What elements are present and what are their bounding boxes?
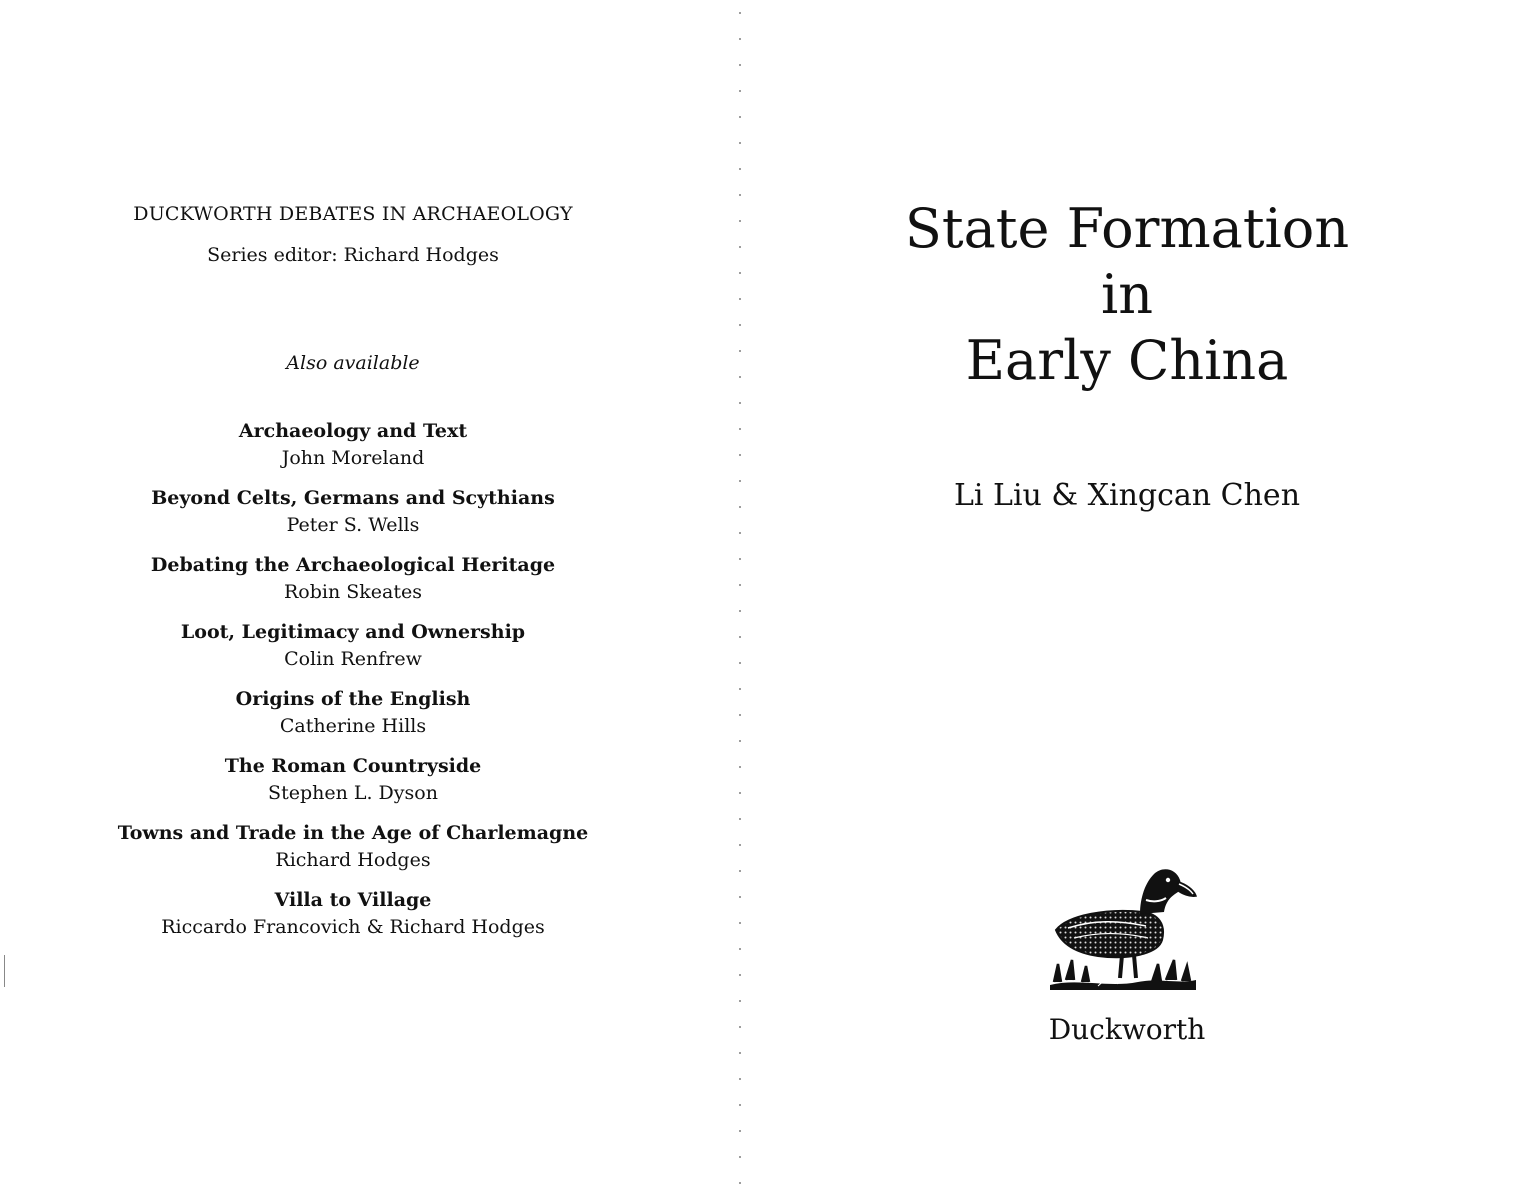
book-list — [0, 418, 706, 954]
left-page — [0, 0, 740, 1192]
book-entry — [0, 552, 706, 606]
book-entry — [0, 887, 706, 941]
also-available-heading: Also available — [286, 352, 420, 374]
duck-logo-icon — [1048, 860, 1198, 995]
book-authors: Li Liu & Xingcan Chen — [953, 478, 1301, 513]
title-line: State Formation — [904, 197, 1350, 260]
series-editor: Series editor: Richard Hodges — [207, 244, 499, 266]
book-author: Peter S. Wells — [286, 514, 420, 536]
book-title: Archaeology and Text — [238, 420, 468, 442]
publisher-name: Duckworth — [1048, 1013, 1206, 1046]
book-entry — [0, 485, 706, 539]
book-title: Beyond Celts, Germans and Scythians — [151, 487, 555, 509]
book-entry — [0, 753, 706, 807]
book-title: The Roman Countryside — [224, 755, 482, 777]
book-title: Debating the Archaeological Heritage — [150, 554, 556, 576]
book-title: Towns and Trade in the Age of Charlemagne — [117, 822, 589, 844]
book-author: Robin Skeates — [284, 581, 422, 603]
book-author: Richard Hodges — [275, 849, 431, 871]
book-title: Loot, Legitimacy and Ownership — [180, 621, 526, 643]
book-author: Riccardo Francovich & Richard Hodges — [161, 916, 545, 938]
right-page — [742, 0, 1531, 1192]
book-title: Villa to Village — [274, 889, 432, 911]
book-entry — [0, 619, 706, 673]
book-author: Colin Renfrew — [284, 648, 422, 670]
book-author: Catherine Hills — [279, 715, 427, 737]
book-entry — [0, 418, 706, 472]
book-title: Origins of the English — [235, 688, 471, 710]
book-entry — [0, 686, 706, 740]
book-author: Stephen L. Dyson — [268, 782, 438, 804]
book-entry — [0, 820, 706, 874]
series-title: DUCKWORTH DEBATES IN ARCHAEOLOGY — [133, 203, 573, 225]
book-author: John Moreland — [281, 447, 425, 469]
title-line: in — [1100, 263, 1154, 326]
title-line: Early China — [965, 329, 1289, 392]
book-title-main — [742, 196, 1512, 394]
